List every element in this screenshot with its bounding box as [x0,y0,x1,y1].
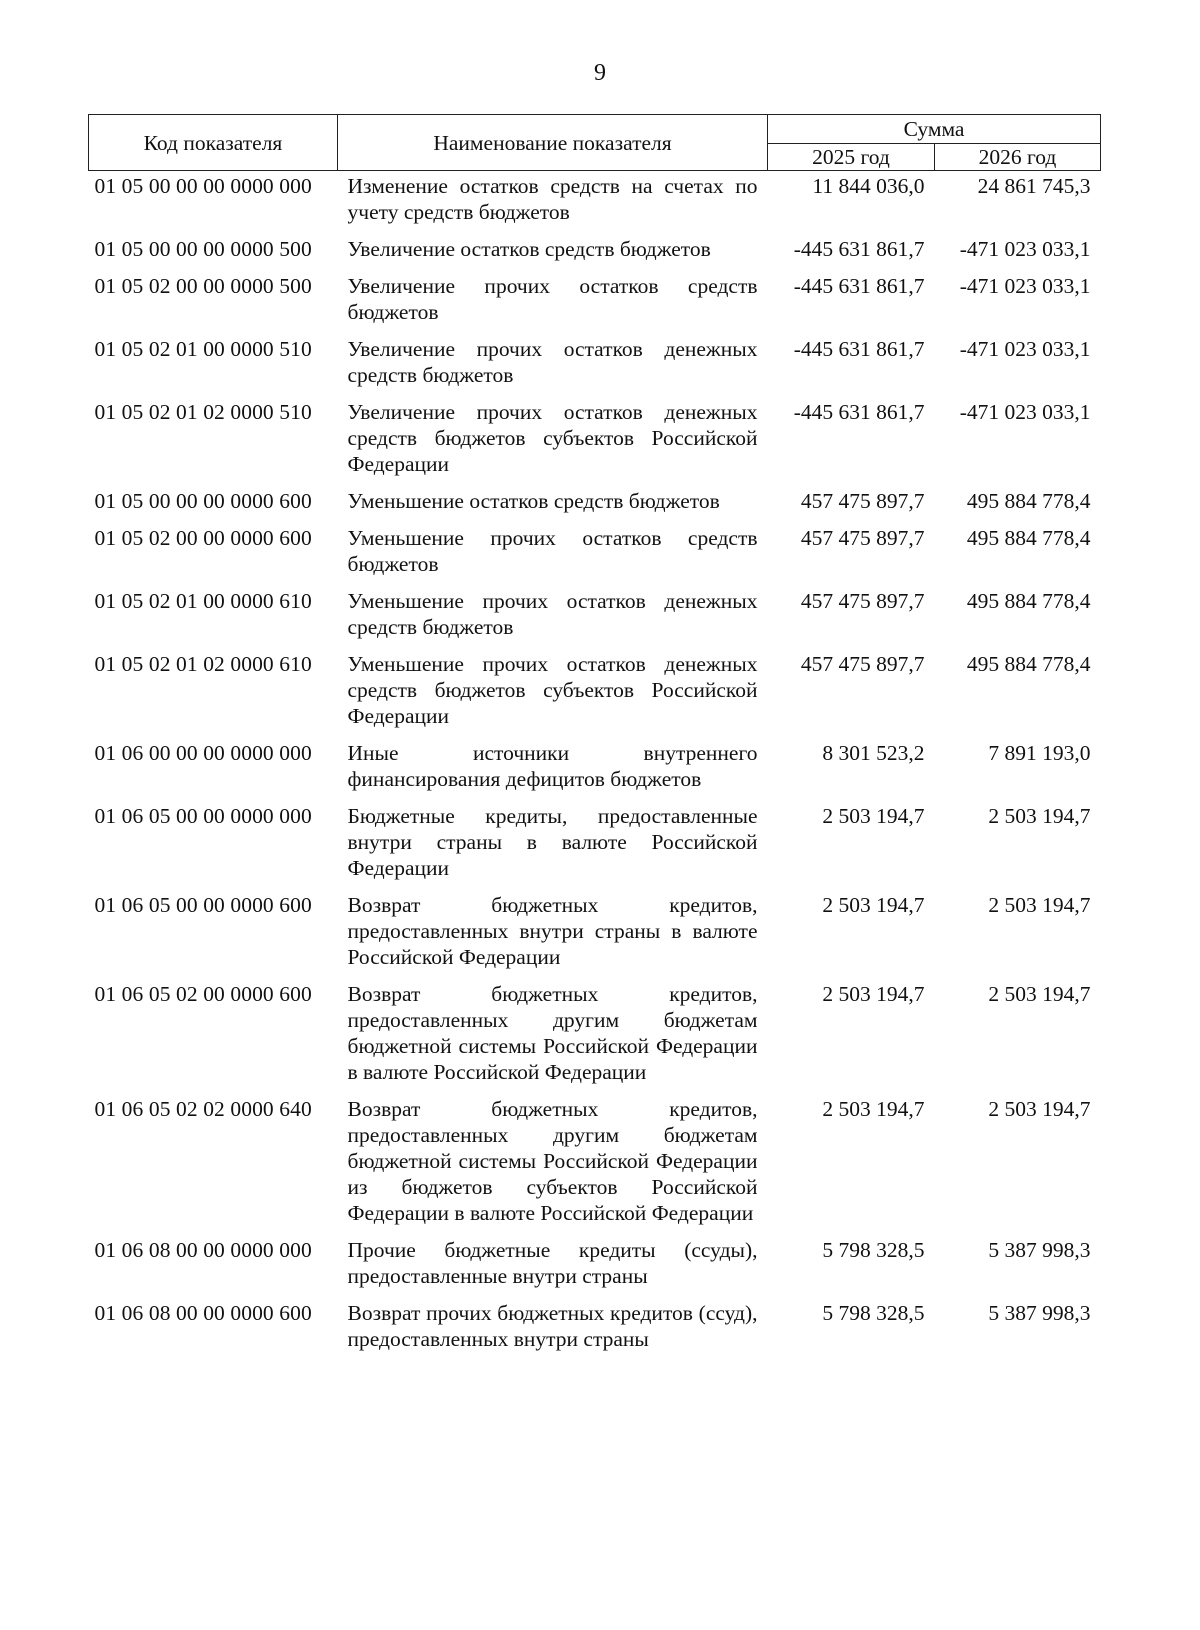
row-amount-2026: 495 884 778,4 [966,589,1091,613]
row-code: 01 05 02 01 02 0000 510 [94,400,312,424]
row-amount-2026: 2 503 194,7 [988,1097,1091,1121]
row-amount-2025: -445 631 861,7 [793,400,925,424]
table-row [89,488,1101,525]
row-amount-2026: 2 503 194,7 [988,982,1091,1006]
row-name: Уменьшение прочих остатков денежных средств бюджетов [347,589,758,639]
sources-financing-table [88,114,1101,1363]
row-code: 01 05 00 00 00 0000 600 [94,489,312,513]
table-row [89,1237,1101,1300]
row-amount-2026: 2 503 194,7 [988,893,1091,917]
row-name: Возврат прочих бюджетных кредитов (ссуд), предоставленных внутри страны [347,1301,758,1351]
row-amount-2026: -471 023 033,1 [959,337,1091,361]
row-amount-2025: -445 631 861,7 [793,274,925,298]
table-row [89,588,1101,651]
row-amount-2025: 2 503 194,7 [822,804,925,828]
table-row [89,981,1101,1096]
row-amount-2026: 5 387 998,3 [988,1238,1091,1262]
row-code: 01 06 05 02 00 0000 600 [94,982,312,1006]
row-code: 01 05 02 00 00 0000 500 [94,274,312,298]
row-amount-2026: 5 387 998,3 [988,1301,1091,1325]
row-amount-2025: 2 503 194,7 [822,982,925,1006]
row-amount-2025: -445 631 861,7 [793,237,925,261]
row-name: Изменение остатков средств на счетах по учету средств бюджетов [347,174,758,224]
row-name: Уменьшение прочих остатков денежных средств бюджетов субъектов Российской Федерации [347,652,758,728]
table-row [89,651,1101,740]
row-name: Уменьшение прочих остатков средств бюджетов [347,526,758,576]
row-name: Иные источники внутреннего финансирования дефицитов бюджетов [347,741,758,791]
row-name: Увеличение прочих остатков денежных средств бюджетов [347,337,758,387]
row-name: Возврат бюджетных кредитов, предоставленных внутри страны в валюте Российской Федерации [347,893,758,969]
row-amount-2025: 457 475 897,7 [800,589,925,613]
row-amount-2025: 11 844 036,0 [812,174,925,198]
row-code: 01 05 02 00 00 0000 600 [94,526,312,550]
row-amount-2025: 457 475 897,7 [800,526,925,550]
header-code: Код показателя [89,115,338,171]
table-header [89,115,1101,171]
row-name: Уменьшение остатков средств бюджетов [347,489,720,513]
row-amount-2026: 495 884 778,4 [966,652,1091,676]
row-code: 01 06 05 02 02 0000 640 [94,1097,312,1121]
row-amount-2026: -471 023 033,1 [959,274,1091,298]
row-amount-2026: 2 503 194,7 [988,804,1091,828]
row-code: 01 06 08 00 00 0000 600 [94,1301,312,1325]
row-code: 01 06 05 00 00 0000 600 [94,893,312,917]
table-row [89,399,1101,488]
row-amount-2026: 24 861 745,3 [977,174,1091,198]
row-name: Увеличение прочих остатков средств бюджетов [347,274,758,324]
table-row [89,1096,1101,1237]
header-year-2025: 2025 год [768,144,935,171]
table-row [89,740,1101,803]
row-amount-2026: -471 023 033,1 [959,237,1091,261]
row-amount-2026: -471 023 033,1 [959,400,1091,424]
row-name: Бюджетные кредиты, предоставленные внутри страны в валюте Российской Федерации [347,804,758,880]
row-amount-2025: 8 301 523,2 [822,741,925,765]
page-number: 9 [594,60,606,86]
header-name: Наименование показателя [338,115,768,171]
table-body [89,171,1101,1364]
row-code: 01 05 02 01 00 0000 610 [94,589,312,613]
table-row [89,803,1101,892]
row-code: 01 06 05 00 00 0000 000 [94,804,312,828]
row-amount-2026: 7 891 193,0 [988,741,1091,765]
row-amount-2025: 5 798 328,5 [822,1238,925,1262]
table-row [89,171,1101,237]
row-name: Увеличение прочих остатков денежных средств бюджетов субъектов Российской Федерации [347,400,758,476]
row-code: 01 05 00 00 00 0000 000 [94,174,312,198]
row-code: 01 05 00 00 00 0000 500 [94,237,312,261]
row-code: 01 06 00 00 00 0000 000 [94,741,312,765]
row-amount-2025: 2 503 194,7 [822,893,925,917]
table-row [89,336,1101,399]
table-row [89,525,1101,588]
row-name: Возврат бюджетных кредитов, предоставленных другим бюджетам бюджетной системы Российской Федерации из бюджетов субъектов Российской Федерации в валюте Российской Федерации [347,1097,758,1225]
row-amount-2025: 2 503 194,7 [822,1097,925,1121]
row-amount-2025: 5 798 328,5 [822,1301,925,1325]
row-code: 01 05 02 01 00 0000 510 [94,337,312,361]
row-name: Прочие бюджетные кредиты (ссуды), предоставленные внутри страны [347,1238,758,1288]
row-amount-2026: 495 884 778,4 [966,526,1091,550]
row-code: 01 05 02 01 02 0000 610 [94,652,312,676]
row-name: Увеличение остатков средств бюджетов [347,237,711,261]
table-row [89,1300,1101,1363]
header-sum: Сумма [768,115,1101,144]
row-code: 01 06 08 00 00 0000 000 [94,1238,312,1262]
table-row [89,892,1101,981]
row-name: Возврат бюджетных кредитов, предоставленных другим бюджетам бюджетной системы Российской Федерации в валюте Российской Федерации [347,982,758,1084]
table-row [89,273,1101,336]
header-year-2026: 2026 год [935,144,1101,171]
row-amount-2026: 495 884 778,4 [966,489,1091,513]
row-amount-2025: 457 475 897,7 [800,652,925,676]
row-amount-2025: -445 631 861,7 [793,337,925,361]
table-row [89,236,1101,273]
row-amount-2025: 457 475 897,7 [800,489,925,513]
